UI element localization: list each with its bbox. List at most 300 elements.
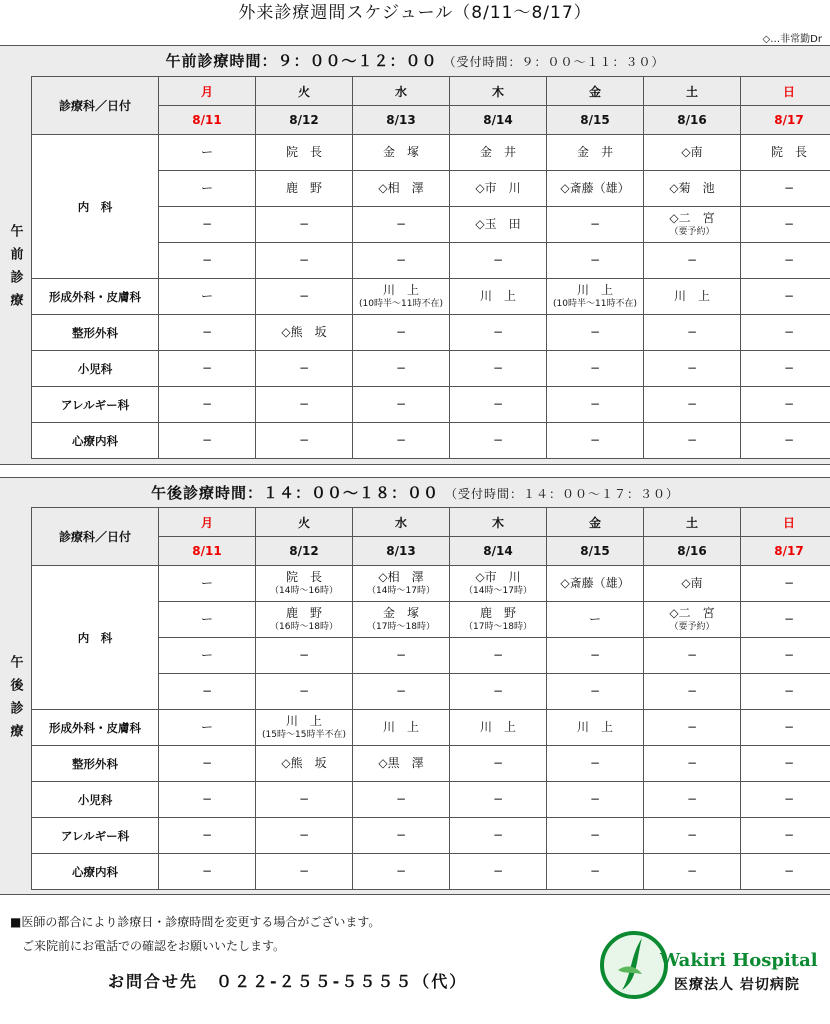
schedule-cell <box>547 674 644 710</box>
schedule-cell <box>644 710 741 746</box>
dept-internal-medicine: 内 科 <box>32 135 159 279</box>
time-note: （要予約） <box>669 227 715 237</box>
schedule-cell <box>256 135 353 171</box>
schedule-cell <box>159 171 256 207</box>
notice-line-1: ■医師の都合により診療日・診療時間を変更する場合がございます。 <box>10 915 381 929</box>
doctor-name: − <box>201 397 213 411</box>
doctor-name: − <box>201 864 213 878</box>
am-reception: （受付時間：９：００〜１１：３０） <box>443 55 665 69</box>
logo-name: Wakiri Hospital <box>660 950 818 971</box>
schedule-cell <box>159 207 256 243</box>
date-header: 8/13 <box>353 537 450 566</box>
doctor-name: − <box>492 325 504 339</box>
schedule-cell <box>256 602 353 638</box>
schedule-cell <box>159 135 256 171</box>
schedule-cell <box>353 387 450 423</box>
schedule-cell <box>256 207 353 243</box>
schedule-cell <box>547 854 644 890</box>
doctor-name: − <box>686 361 698 375</box>
doctor-name: 院 長 <box>285 570 322 584</box>
doctor-name: ー <box>200 289 213 303</box>
doctor-name: − <box>589 217 601 231</box>
schedule-cell <box>547 315 644 351</box>
schedule-cell <box>450 746 547 782</box>
doctor-name: − <box>201 325 213 339</box>
schedule-cell <box>644 315 741 351</box>
doctor-name: ◇斎藤（雄） <box>560 576 630 590</box>
dept-label: 心療内科 <box>32 423 159 459</box>
am-side-label <box>0 76 30 464</box>
am-section <box>0 45 830 465</box>
day-header: 火 <box>256 77 353 106</box>
schedule-cell <box>159 279 256 315</box>
doctor-name: ◇熊 坂 <box>281 325 327 339</box>
doctor-name: 金 井 <box>576 145 613 159</box>
schedule-cell <box>353 674 450 710</box>
doctor-name: − <box>783 864 795 878</box>
doctor-name: − <box>201 792 213 806</box>
doctor-name: ◇熊 坂 <box>281 756 327 770</box>
schedule-cell <box>450 638 547 674</box>
day-header: 月 <box>159 508 256 537</box>
doctor-name: − <box>201 684 213 698</box>
schedule-cell <box>644 602 741 638</box>
doctor-name: − <box>783 181 795 195</box>
doctor-name: − <box>686 253 698 267</box>
schedule-cell <box>644 207 741 243</box>
doctor-name: ー <box>200 145 213 159</box>
doctor-name: − <box>686 433 698 447</box>
doctor-name: − <box>201 253 213 267</box>
schedule-cell <box>353 746 450 782</box>
date-header: 8/16 <box>644 106 741 135</box>
schedule-cell <box>256 566 353 602</box>
doctor-name: − <box>783 361 795 375</box>
schedule-cell <box>644 854 741 890</box>
date-header: 8/12 <box>256 106 353 135</box>
schedule-cell <box>547 566 644 602</box>
day-header: 土 <box>644 77 741 106</box>
schedule-cell <box>159 854 256 890</box>
schedule-cell <box>256 854 353 890</box>
doctor-name: 川 上 <box>576 283 613 297</box>
doctor-name: − <box>686 756 698 770</box>
pm-section <box>0 477 830 895</box>
schedule-cell <box>741 854 830 890</box>
day-header: 日 <box>741 77 830 106</box>
doctor-name: − <box>686 864 698 878</box>
time-note: (15時〜15時半不在) <box>262 730 346 740</box>
time-note: （14時〜17時） <box>367 586 435 596</box>
doctor-name: − <box>395 864 407 878</box>
schedule-cell <box>353 854 450 890</box>
schedule-cell <box>547 279 644 315</box>
schedule-cell <box>547 782 644 818</box>
date-header: 8/14 <box>450 537 547 566</box>
day-header: 金 <box>547 508 644 537</box>
doctor-name: − <box>298 792 310 806</box>
date-header: 8/12 <box>256 537 353 566</box>
pm-side-label <box>0 507 30 894</box>
schedule-cell <box>450 423 547 459</box>
doctor-name: 院 長 <box>770 145 807 159</box>
doctor-name: − <box>298 253 310 267</box>
doctor-name: − <box>492 864 504 878</box>
doctor-name: − <box>492 361 504 375</box>
time-note: （17時〜18時） <box>464 622 532 632</box>
date-header: 8/11 <box>159 537 256 566</box>
schedule-cell <box>256 423 353 459</box>
schedule-cell <box>450 854 547 890</box>
doctor-name: − <box>395 792 407 806</box>
schedule-cell <box>256 351 353 387</box>
schedule-cell <box>547 746 644 782</box>
doctor-name: 川 上 <box>382 283 419 297</box>
time-note: (10時半〜11時不在) <box>359 299 443 309</box>
schedule-cell <box>159 674 256 710</box>
doctor-name: ー <box>200 612 213 626</box>
dept-label: 形成外科・皮膚科 <box>32 279 159 315</box>
schedule-cell <box>450 674 547 710</box>
doctor-name: − <box>395 433 407 447</box>
date-header: 8/17 <box>741 106 830 135</box>
doctor-name: − <box>395 648 407 662</box>
schedule-cell <box>450 818 547 854</box>
schedule-cell <box>353 638 450 674</box>
doctor-name: ◇菊 池 <box>669 181 715 195</box>
schedule-cell <box>741 207 830 243</box>
schedule-cell <box>159 387 256 423</box>
schedule-cell <box>741 566 830 602</box>
doctor-name: ー <box>200 181 213 195</box>
doctor-name: − <box>395 217 407 231</box>
schedule-cell <box>644 351 741 387</box>
doctor-name: − <box>686 720 698 734</box>
schedule-cell <box>256 746 353 782</box>
schedule-cell <box>353 423 450 459</box>
doctor-name: − <box>492 253 504 267</box>
schedule-cell <box>450 207 547 243</box>
schedule-cell <box>741 315 830 351</box>
dept-internal-medicine: 内 科 <box>32 566 159 710</box>
schedule-cell <box>644 423 741 459</box>
doctor-name: − <box>589 864 601 878</box>
doctor-name: − <box>201 361 213 375</box>
doctor-name: − <box>589 828 601 842</box>
doctor-name: − <box>589 397 601 411</box>
doctor-name: − <box>589 792 601 806</box>
doctor-name: ー <box>200 576 213 590</box>
schedule-cell <box>159 818 256 854</box>
doctor-name: 金 塚 <box>382 145 419 159</box>
doctor-name: ◇玉 田 <box>475 217 521 231</box>
doctor-name: − <box>686 648 698 662</box>
schedule-cell <box>547 710 644 746</box>
doctor-name: ー <box>200 720 213 734</box>
doctor-name: 川 上 <box>285 714 322 728</box>
schedule-cell <box>741 782 830 818</box>
doctor-name: 院 長 <box>285 145 322 159</box>
doctor-name: − <box>201 433 213 447</box>
doctor-name: ◇相 澤 <box>378 181 424 195</box>
doctor-name: − <box>492 397 504 411</box>
schedule-cell <box>644 387 741 423</box>
doctor-name: − <box>686 684 698 698</box>
date-header: 8/15 <box>547 106 644 135</box>
doctor-name: − <box>783 576 795 590</box>
notice <box>10 910 380 958</box>
header-label: 診療科／日付 <box>32 77 159 135</box>
schedule-cell <box>547 171 644 207</box>
doctor-name: − <box>686 792 698 806</box>
schedule-cell <box>159 710 256 746</box>
schedule-cell <box>450 279 547 315</box>
schedule-cell <box>741 243 830 279</box>
doctor-name: − <box>492 648 504 662</box>
dept-label: アレルギー科 <box>32 387 159 423</box>
doctor-name: − <box>783 612 795 626</box>
time-note: （17時〜18時） <box>367 622 435 632</box>
dept-label: 整形外科 <box>32 746 159 782</box>
doctor-name: − <box>201 756 213 770</box>
doctor-name: − <box>492 684 504 698</box>
schedule-cell <box>450 782 547 818</box>
day-header: 木 <box>450 508 547 537</box>
day-header: 水 <box>353 508 450 537</box>
schedule-cell <box>741 351 830 387</box>
doctor-name: − <box>298 864 310 878</box>
schedule-cell <box>450 135 547 171</box>
dept-label: アレルギー科 <box>32 818 159 854</box>
schedule-cell <box>450 387 547 423</box>
schedule-cell <box>159 746 256 782</box>
am-heading-text: 午前診療時間：９：００〜１２：００ <box>165 52 438 70</box>
doctor-name: − <box>686 397 698 411</box>
schedule-cell <box>450 602 547 638</box>
doctor-name: − <box>298 433 310 447</box>
doctor-name: ◇市 川 <box>475 181 521 195</box>
schedule-cell <box>159 566 256 602</box>
date-header: 8/13 <box>353 106 450 135</box>
header-label: 診療科／日付 <box>32 508 159 566</box>
schedule-cell <box>353 135 450 171</box>
doctor-name: − <box>201 217 213 231</box>
doctor-name: ◇黒 澤 <box>378 756 424 770</box>
schedule-cell <box>256 782 353 818</box>
schedule-cell <box>159 638 256 674</box>
doctor-name: − <box>492 433 504 447</box>
doctor-name: − <box>589 325 601 339</box>
day-header: 水 <box>353 77 450 106</box>
date-header: 8/11 <box>159 106 256 135</box>
doctor-name: − <box>492 828 504 842</box>
schedule-cell <box>450 710 547 746</box>
doctor-name: − <box>395 828 407 842</box>
schedule-cell <box>644 135 741 171</box>
doctor-name: − <box>298 684 310 698</box>
schedule-cell <box>159 782 256 818</box>
day-header: 金 <box>547 77 644 106</box>
schedule-cell <box>644 674 741 710</box>
doctor-name: − <box>395 325 407 339</box>
schedule-cell <box>547 387 644 423</box>
am-schedule-table <box>31 76 830 459</box>
doctor-name: − <box>395 684 407 698</box>
schedule-cell <box>450 315 547 351</box>
schedule-cell <box>353 315 450 351</box>
schedule-cell <box>547 207 644 243</box>
schedule-cell <box>353 818 450 854</box>
doctor-name: ◇相 澤 <box>378 570 424 584</box>
doctor-name: − <box>783 756 795 770</box>
doctor-name: − <box>783 325 795 339</box>
schedule-cell <box>256 315 353 351</box>
doctor-name: 川 上 <box>479 720 516 734</box>
doctor-name: − <box>589 648 601 662</box>
dept-label: 整形外科 <box>32 315 159 351</box>
doctor-name: − <box>783 684 795 698</box>
doctor-name: ◇二 宮 <box>669 211 715 225</box>
schedule-cell <box>547 423 644 459</box>
doctor-name: 川 上 <box>479 289 516 303</box>
am-side-text: 午前診療 <box>7 224 23 316</box>
day-header: 火 <box>256 508 353 537</box>
doctor-name: − <box>201 828 213 842</box>
doctor-name: ◇市 川 <box>475 570 521 584</box>
schedule-cell <box>159 243 256 279</box>
schedule-cell <box>256 279 353 315</box>
doctor-name: − <box>395 397 407 411</box>
doctor-name: − <box>395 253 407 267</box>
day-header: 月 <box>159 77 256 106</box>
doctor-name: − <box>686 325 698 339</box>
doctor-name: − <box>589 684 601 698</box>
dept-label: 形成外科・皮膚科 <box>32 710 159 746</box>
schedule-cell <box>547 638 644 674</box>
time-note: (10時半〜11時不在) <box>553 299 637 309</box>
schedule-cell <box>159 423 256 459</box>
schedule-cell <box>547 351 644 387</box>
doctor-name: 金 井 <box>479 145 516 159</box>
schedule-cell <box>450 351 547 387</box>
schedule-cell <box>741 674 830 710</box>
time-note: （要予約） <box>669 622 715 632</box>
schedule-cell <box>547 135 644 171</box>
dept-label: 心療内科 <box>32 854 159 890</box>
schedule-cell <box>159 602 256 638</box>
doctor-name: ◇斎藤（雄） <box>560 181 630 195</box>
doctor-name: − <box>589 433 601 447</box>
doctor-name: − <box>589 756 601 770</box>
schedule-cell <box>644 818 741 854</box>
doctor-name: ◇二 宮 <box>669 606 715 620</box>
doctor-name: − <box>298 289 310 303</box>
logo-org: 医療法人 岩切病院 <box>674 977 800 993</box>
schedule-cell <box>353 602 450 638</box>
schedule-cell <box>353 782 450 818</box>
schedule-cell <box>644 638 741 674</box>
doctor-name: ー <box>588 612 601 626</box>
schedule-cell <box>644 243 741 279</box>
doctor-name: − <box>783 792 795 806</box>
schedule-cell <box>644 782 741 818</box>
schedule-cell <box>353 243 450 279</box>
contact-phone: お問合せ先 ０２２-２５５-５５５５（代） <box>108 972 468 991</box>
schedule-cell <box>353 351 450 387</box>
schedule-cell <box>256 674 353 710</box>
doctor-name: − <box>783 648 795 662</box>
doctor-name: ◇南 <box>681 576 703 590</box>
schedule-cell <box>741 423 830 459</box>
schedule-cell <box>256 818 353 854</box>
schedule-cell <box>256 638 353 674</box>
doctor-name: 鹿 野 <box>285 181 322 195</box>
date-header: 8/16 <box>644 537 741 566</box>
pm-heading-text: 午後診療時間：１４：００〜１８：００ <box>150 484 439 502</box>
schedule-cell <box>644 171 741 207</box>
schedule-cell <box>741 638 830 674</box>
doctor-name: − <box>783 433 795 447</box>
doctor-name: − <box>686 828 698 842</box>
am-heading <box>0 46 830 76</box>
pm-reception: （受付時間：１４：００〜１７：３０） <box>445 487 680 501</box>
doctor-name: ー <box>200 648 213 662</box>
schedule-cell <box>644 566 741 602</box>
time-note: （16時〜18時） <box>270 622 338 632</box>
doctor-name: − <box>298 217 310 231</box>
date-header: 8/15 <box>547 537 644 566</box>
schedule-cell <box>450 171 547 207</box>
doctor-name: − <box>783 217 795 231</box>
doctor-name: − <box>783 828 795 842</box>
schedule-cell <box>741 135 830 171</box>
schedule-cell <box>353 566 450 602</box>
schedule-cell <box>547 602 644 638</box>
doctor-name: − <box>298 648 310 662</box>
doctor-name: − <box>783 397 795 411</box>
doctor-name: − <box>395 361 407 375</box>
pm-heading <box>0 478 830 508</box>
doctor-name: − <box>298 361 310 375</box>
pm-schedule-table <box>31 507 830 890</box>
time-note: （14時〜16時） <box>270 586 338 596</box>
doctor-name: 川 上 <box>576 720 613 734</box>
schedule-cell <box>644 746 741 782</box>
date-header: 8/14 <box>450 106 547 135</box>
doctor-name: − <box>492 792 504 806</box>
schedule-cell <box>256 387 353 423</box>
schedule-cell <box>741 710 830 746</box>
schedule-cell <box>741 387 830 423</box>
page-title: 外来診療週間スケジュール（8/11〜8/17） <box>238 3 592 23</box>
schedule-cell <box>353 710 450 746</box>
schedule-cell <box>159 351 256 387</box>
day-header: 日 <box>741 508 830 537</box>
doctor-name: − <box>589 253 601 267</box>
doctor-name: ◇南 <box>681 145 703 159</box>
schedule-cell <box>741 818 830 854</box>
date-header: 8/17 <box>741 537 830 566</box>
schedule-cell <box>256 171 353 207</box>
doctor-name: 川 上 <box>382 720 419 734</box>
legend-note: ◇…非常勤Dr <box>762 34 822 45</box>
doctor-name: − <box>783 720 795 734</box>
schedule-cell <box>547 243 644 279</box>
doctor-name: 金 塚 <box>382 606 419 620</box>
schedule-cell <box>256 243 353 279</box>
schedule-cell <box>450 566 547 602</box>
doctor-name: − <box>589 361 601 375</box>
